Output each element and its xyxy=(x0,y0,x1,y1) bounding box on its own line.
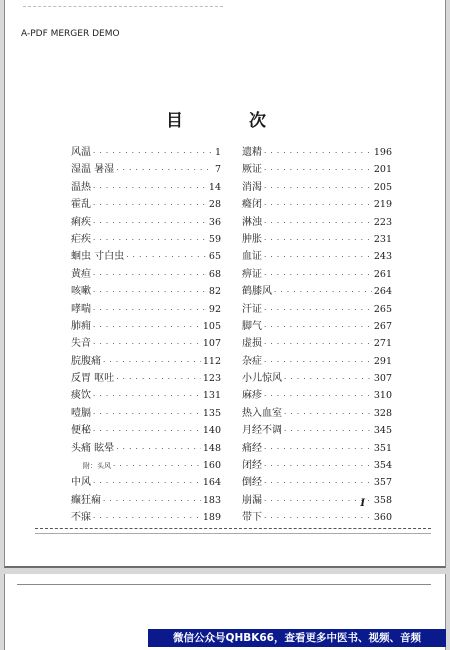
toc-entry xyxy=(242,248,392,265)
toc-entry-page: 271 xyxy=(373,338,392,350)
toc-leader-dots xyxy=(93,475,201,492)
toc-leader-dots xyxy=(264,267,372,284)
toc-entry-page: 243 xyxy=(373,251,392,263)
top-dashed-rule xyxy=(23,6,223,7)
toc-leader-dots xyxy=(93,406,201,423)
toc-right-column xyxy=(242,144,392,527)
toc-leader-dots xyxy=(113,458,201,475)
toc-entry-page: 357 xyxy=(373,477,392,489)
toc-entry xyxy=(242,335,392,352)
toc-entry-page: 160 xyxy=(202,460,221,472)
toc-entry-page: 201 xyxy=(373,164,392,176)
toc-entry-label: 脘腹痛 xyxy=(71,355,101,367)
toc-leader-dots xyxy=(93,284,207,301)
toc-entry xyxy=(242,144,392,161)
toc-entry xyxy=(71,370,221,387)
toc-entry xyxy=(71,405,221,422)
toc-leader-dots xyxy=(264,232,372,249)
toc-entry xyxy=(242,474,392,491)
toc-entry-label: 倒经 xyxy=(242,477,262,489)
toc-entry-page: 131 xyxy=(202,390,221,402)
document-page xyxy=(4,0,446,568)
toc-entry-page: 59 xyxy=(208,233,221,245)
toc-leader-dots xyxy=(116,162,213,179)
toc-entry-page: 82 xyxy=(208,286,221,298)
toc-entry-label: 湿温 暑湿 xyxy=(71,164,115,176)
toc-entry xyxy=(242,509,392,526)
toc-entry-label: 疟疾 xyxy=(71,233,91,245)
toc-entry-label: 肺痈 xyxy=(71,320,91,332)
toc-entry-page: 135 xyxy=(202,407,221,419)
toc-entry-page: 140 xyxy=(202,425,221,437)
toc-entry xyxy=(242,387,392,404)
toc-entry-page: 310 xyxy=(373,390,392,402)
toc-entry-label: 咳嗽 xyxy=(71,286,91,298)
toc-entry-page: 107 xyxy=(202,338,221,350)
toc-entry-page: 219 xyxy=(373,199,392,211)
toc-leader-dots xyxy=(264,336,372,353)
toc-leader-dots xyxy=(93,215,207,232)
toc-entry xyxy=(242,440,392,457)
toc-entry-label: 便秘 xyxy=(71,425,91,437)
toc-entry-page: 307 xyxy=(373,373,392,385)
toc-entry-label: 小儿惊风 xyxy=(242,373,282,385)
toc-entry xyxy=(242,214,392,231)
toc-entry-page: 148 xyxy=(202,442,221,454)
toc-leader-dots xyxy=(93,388,201,405)
toc-entry-label: 头痛 眩晕 xyxy=(71,442,115,454)
toc-entry-label: 汗证 xyxy=(242,303,262,315)
toc-leader-dots xyxy=(93,423,201,440)
toc-entry-page: 354 xyxy=(373,460,392,472)
toc-leader-dots xyxy=(93,510,201,527)
toc-leader-dots xyxy=(264,215,372,232)
toc-entry-label: 热入血室 xyxy=(242,407,282,419)
toc-leader-dots xyxy=(103,493,201,510)
toc-leader-dots xyxy=(264,441,372,458)
toc-leader-dots xyxy=(264,180,372,197)
toc-leader-dots xyxy=(93,197,207,214)
toc-entry-label: 黄疸 xyxy=(71,268,91,280)
toc-leader-dots xyxy=(93,336,201,353)
toc-entry xyxy=(242,283,392,300)
toc-leader-dots xyxy=(264,510,372,527)
toc-entry-label: 痰饮 xyxy=(71,390,91,402)
toc-entry-label: 杂症 xyxy=(242,355,262,367)
toc-entry-label: 血证 xyxy=(242,251,262,263)
toc-entry xyxy=(71,161,221,178)
toc-entry-label: 肿胀 xyxy=(242,233,262,245)
toc-entry-page: 164 xyxy=(202,477,221,489)
toc-leader-dots xyxy=(264,475,372,492)
toc-entry-page: 1 xyxy=(214,147,221,158)
toc-entry-page: 68 xyxy=(208,268,221,280)
watermark-text: A-PDF MERGER DEMO xyxy=(21,29,120,39)
toc-entry-page: 223 xyxy=(373,216,392,228)
toc-entry-label: 带下 xyxy=(242,512,262,524)
toc-entry-label: 中风 xyxy=(71,477,91,489)
toc-entry-page: 261 xyxy=(373,268,392,280)
toc-entry-page: 265 xyxy=(373,303,392,315)
toc-entry xyxy=(242,405,392,422)
toc-entry-page: 267 xyxy=(373,320,392,332)
toc-entry-label: 反胃 呕吐 xyxy=(71,373,115,385)
toc-leader-dots xyxy=(284,423,372,440)
toc-leader-dots xyxy=(264,354,372,371)
toc-entry xyxy=(71,318,221,335)
toc-entry-label: 不寐 xyxy=(71,512,91,524)
toc-entry-label: 消渴 xyxy=(242,181,262,193)
toc-entry-page: 183 xyxy=(202,494,221,506)
toc-entry-label: 痛经 xyxy=(242,442,262,454)
toc-entry xyxy=(71,231,221,248)
toc-entry-label: 脚气 xyxy=(242,320,262,332)
toc-entry-label: 崩漏 xyxy=(242,494,262,506)
toc-leader-dots xyxy=(93,319,201,336)
toc-entry-label: 淋浊 xyxy=(242,216,262,228)
toc-entry-label: 哮喘 xyxy=(71,303,91,315)
toc-entry-label: 蛔虫 寸白虫 xyxy=(71,251,125,263)
toc-entry-page: 189 xyxy=(202,512,221,524)
toc-entry xyxy=(71,492,221,509)
page-number: I xyxy=(360,498,365,509)
toc-leader-dots xyxy=(116,441,201,458)
toc-entry xyxy=(71,266,221,283)
toc-entry xyxy=(71,283,221,300)
toc-entry-label: 厥证 xyxy=(242,164,262,176)
toc-entry-label: 失音 xyxy=(71,338,91,350)
toc-entry-label: 痢疾 xyxy=(71,216,91,228)
toc-leader-dots xyxy=(264,145,372,162)
toc-entry-label: 癃闭 xyxy=(242,199,262,211)
toc-entry xyxy=(71,457,221,474)
next-page-rule xyxy=(17,584,431,585)
toc-entry xyxy=(71,509,221,526)
toc-entry-page: 36 xyxy=(208,216,221,228)
toc-leader-dots xyxy=(264,302,372,319)
toc-entry-page: 92 xyxy=(208,303,221,315)
toc-entry-label: 虚损 xyxy=(242,338,262,350)
toc-entry xyxy=(242,266,392,283)
toc-leader-dots xyxy=(103,354,201,371)
toc-entry-page: 205 xyxy=(373,181,392,193)
toc-leader-dots xyxy=(264,197,372,214)
toc-entry xyxy=(242,457,392,474)
toc-leader-dots xyxy=(93,232,207,249)
toc-leader-dots xyxy=(264,458,372,475)
toc-entry-page: 264 xyxy=(373,286,392,298)
toc-entry-page: 112 xyxy=(202,355,221,367)
toc-entry-label: 闭经 xyxy=(242,460,262,472)
toc-entry xyxy=(71,144,221,161)
promo-banner: 微信公众号QHBK66，查看更多中医书、视频、音频 xyxy=(148,629,446,647)
toc-entry xyxy=(242,318,392,335)
page-title: 目 次 xyxy=(166,111,296,131)
toc-entry-page: 123 xyxy=(202,373,221,385)
toc-entry-label: 附：头风 xyxy=(83,462,111,471)
footer-rule xyxy=(35,528,431,534)
toc-entry xyxy=(242,492,392,509)
toc-entry-page: 196 xyxy=(373,147,392,158)
toc-leader-dots xyxy=(93,302,207,319)
toc-entry-page: 345 xyxy=(373,425,392,437)
toc-leader-dots xyxy=(126,249,207,266)
toc-leader-dots xyxy=(93,180,207,197)
toc-leader-dots xyxy=(264,319,372,336)
toc-entry-page: 291 xyxy=(373,355,392,367)
toc-entry-label: 温热 xyxy=(71,181,91,193)
toc-entry-label: 麻疹 xyxy=(242,390,262,402)
toc-leader-dots xyxy=(116,371,201,388)
toc-entry-page: 28 xyxy=(208,199,221,211)
toc-entry xyxy=(71,248,221,265)
toc-entry xyxy=(71,214,221,231)
toc-entry xyxy=(242,196,392,213)
toc-entry-page: 7 xyxy=(214,164,221,176)
toc-leader-dots xyxy=(264,388,372,405)
toc-entry xyxy=(71,196,221,213)
toc-entry xyxy=(242,179,392,196)
toc-leader-dots xyxy=(274,284,372,301)
toc-left-column xyxy=(71,144,221,527)
toc-entry xyxy=(71,179,221,196)
toc-entry xyxy=(71,301,221,318)
toc-entry xyxy=(242,353,392,370)
toc-entry-page: 65 xyxy=(208,251,221,263)
toc-leader-dots xyxy=(264,162,372,179)
toc-entry-page: 360 xyxy=(373,512,392,524)
toc-entry xyxy=(71,335,221,352)
toc-entry xyxy=(242,301,392,318)
toc-entry-page: 328 xyxy=(373,407,392,419)
toc-entry xyxy=(242,231,392,248)
toc-entry xyxy=(71,387,221,404)
toc-entry xyxy=(71,474,221,491)
toc-entry-page: 231 xyxy=(373,233,392,245)
toc-entry-page: 14 xyxy=(208,181,221,193)
toc-leader-dots xyxy=(284,371,372,388)
toc-entry-label: 痹证 xyxy=(242,268,262,280)
toc-entry-page: 358 xyxy=(373,494,392,506)
toc-entry xyxy=(71,440,221,457)
toc-entry-label: 鹤膝风 xyxy=(242,286,272,298)
toc-entry-label: 噎膈 xyxy=(71,407,91,419)
toc-entry xyxy=(242,370,392,387)
toc-entry-label: 癫狂痫 xyxy=(71,494,101,506)
toc-leader-dots xyxy=(264,249,372,266)
toc-entry xyxy=(71,353,221,370)
toc-leader-dots xyxy=(264,493,372,510)
toc-entry-label: 风温 xyxy=(71,147,91,158)
toc-entry-page: 351 xyxy=(373,442,392,454)
toc-entry xyxy=(71,422,221,439)
toc-entry-page: 105 xyxy=(202,320,221,332)
toc-entry xyxy=(242,422,392,439)
toc-leader-dots xyxy=(93,267,207,284)
toc-entry-label: 月经不调 xyxy=(242,425,282,437)
toc-entry-label: 霍乱 xyxy=(71,199,91,211)
toc-entry-label: 遗精 xyxy=(242,147,262,158)
toc-leader-dots xyxy=(284,406,372,423)
toc-leader-dots xyxy=(93,145,213,162)
toc-entry xyxy=(242,161,392,178)
